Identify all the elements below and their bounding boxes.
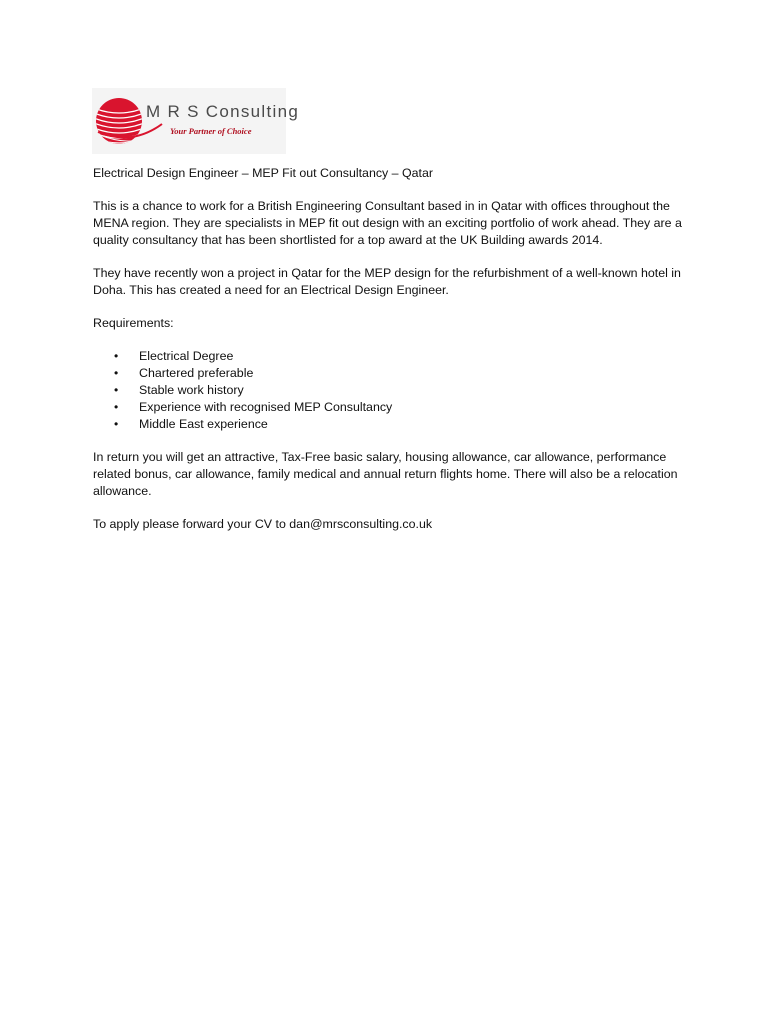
bullet-icon: • [114, 417, 119, 431]
requirements-heading: Requirements: [93, 316, 174, 330]
company-logo [92, 88, 300, 154]
list-item [93, 365, 683, 382]
logo-tagline: Your Partner of Choice [170, 126, 252, 136]
intro-paragraph: This is a chance to work for a British Engineering Consultant based in in Qatar with offices throughout the MENA region. They are specialists in MEP fit out design with an exciting portfolio of work ahead. They are a quality consultancy that has been shortlisted for a top award at the UK Building awards 2014. [93, 199, 682, 247]
job-description [93, 165, 683, 549]
requirement-text: Experience with recognised MEP Consultancy [139, 400, 393, 414]
apply-paragraph: To apply please forward your CV to dan@mrsconsulting.co.uk [93, 517, 433, 531]
logo-company-name: M R S Consulting [146, 102, 300, 121]
list-item [93, 416, 683, 433]
job-title: Electrical Design Engineer – MEP Fit out Consultancy – Qatar [93, 166, 433, 180]
project-paragraph: They have recently won a project in Qatar for the MEP design for the refurbishment of a well-known hotel in Doha. This has created a need for an Electrical Design Engineer. [93, 266, 681, 297]
requirement-text: Middle East experience [139, 417, 268, 431]
bullet-icon: • [114, 383, 119, 397]
requirements-list [93, 348, 683, 433]
bullet-icon: • [114, 400, 119, 414]
list-item [93, 382, 683, 399]
list-item [93, 399, 683, 416]
list-item [93, 348, 683, 365]
bullet-icon: • [114, 349, 119, 363]
requirement-text: Chartered preferable [139, 366, 254, 380]
requirement-text: Stable work history [139, 383, 244, 397]
bullet-icon: • [114, 366, 119, 380]
requirement-text: Electrical Degree [139, 349, 234, 363]
benefits-paragraph: In return you will get an attractive, Tax-Free basic salary, housing allowance, car allowance, performance related bonus, car allowance, family medical and annual return flights home. There will also be a relocation allowance. [93, 450, 678, 498]
